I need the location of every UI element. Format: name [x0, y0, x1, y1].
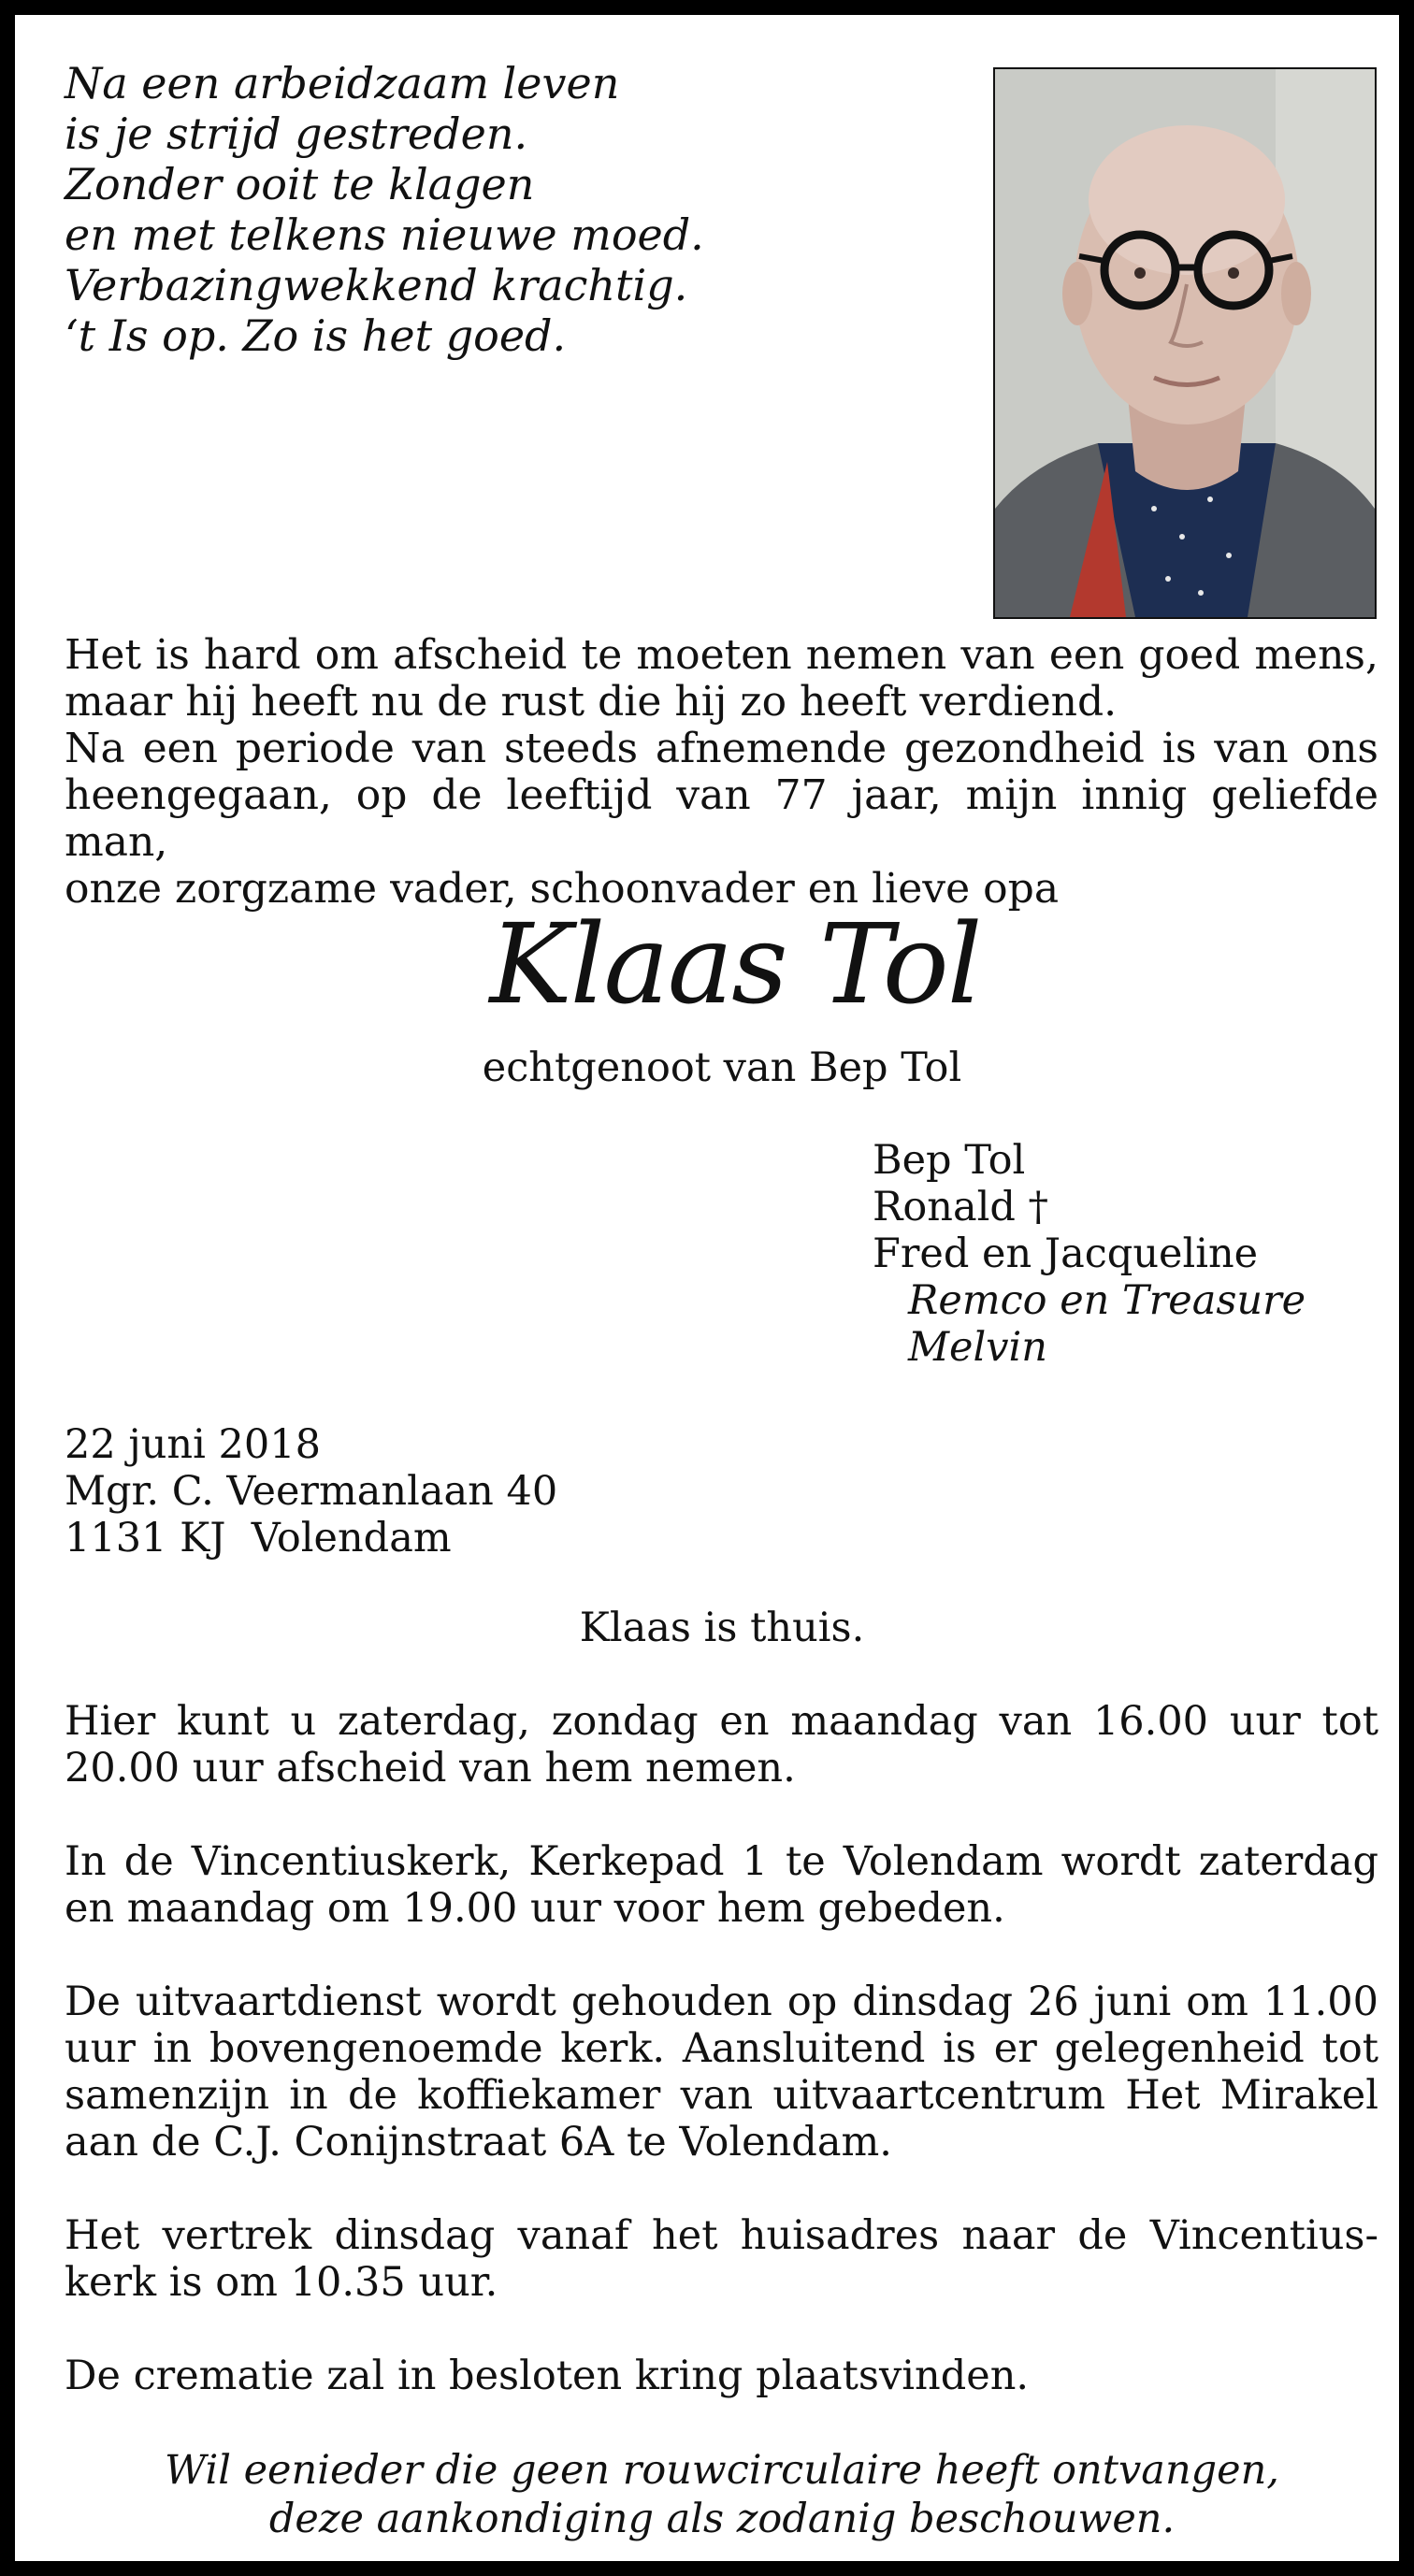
- portrait-illustration: [995, 69, 1375, 617]
- paragraph-funeral: [65, 1979, 1378, 2166]
- intro-line: heengegaan, op de leeftijd van 77 jaar, mijn innig geliefde man,: [65, 771, 1378, 866]
- family-member: Fred en Jacqueline: [873, 1230, 1259, 1277]
- family-member: Bep Tol: [873, 1137, 1026, 1184]
- street-line: Mgr. C. Veermanlaan 40: [65, 1468, 558, 1515]
- date-line: 22 juni 2018: [65, 1421, 321, 1468]
- closing-note: [15, 2446, 1414, 2543]
- poem-line: ‘t Is op. Zo is het goed.: [65, 310, 567, 361]
- poem-line: Zonder ooit te klagen: [65, 159, 535, 209]
- intro-line: onze zorgzame vader, schoonvader en lieve opa: [65, 865, 1060, 913]
- closing-line: Wil eenieder die geen rouwcirculaire heeft ontvangen,: [165, 2447, 1279, 2494]
- family-list: [873, 1137, 1396, 1371]
- poem-line: Verbazingwekkend krachtig.: [65, 260, 688, 310]
- poem: [65, 58, 981, 361]
- paragraph-cremation: [65, 2353, 1378, 2399]
- grandchild: Remco en Treasure: [908, 1277, 1306, 1324]
- body-line: uur in bovengenoemde kerk. Aansluitend is er gelegenheid tot: [65, 2025, 1378, 2072]
- poem-line: is je strijd gestreden.: [65, 108, 528, 159]
- body-line: Het vertrek dinsdag vanaf het huisadres naar de Vincentius-: [65, 2212, 1378, 2259]
- body-line: Hier kunt u zaterdag, zondag en maandag van 16.00 uur tot: [65, 1698, 1378, 1745]
- body-line: kerk is om 10.35 uur.: [65, 2259, 498, 2306]
- paragraph-visitation: [65, 1698, 1378, 1792]
- body-line: De uitvaartdienst wordt gehouden op dinsdag 26 juni om 11.00: [65, 1979, 1378, 2025]
- home-notice: Klaas is thuis.: [579, 1605, 865, 1651]
- intro-line: Na een periode van steeds afnemende gezondheid is van ons: [65, 725, 1378, 772]
- grandchild: Melvin: [908, 1324, 1047, 1371]
- body-line: aan de C.J. Conijnstraat 6A te Volendam.: [65, 2119, 892, 2166]
- body-line: samenzijn in de koffiekamer van uitvaartcentrum Het Mirakel: [65, 2072, 1378, 2119]
- body-line: 20.00 uur afscheid van hem nemen.: [65, 1745, 796, 1792]
- intro-line: maar hij heeft nu de rust die hij zo heeft verdiend.: [65, 678, 1118, 726]
- address-block: [65, 1421, 906, 1561]
- body-line: De crematie zal in besloten kring plaatsvinden.: [65, 2353, 1030, 2399]
- city-line: 1131 KJ Volendam: [65, 1515, 452, 1561]
- spouse-line: echtgenoot van Bep Tol: [482, 1044, 962, 1091]
- body-line: In de Vincentiuskerk, Kerkepad 1 te Volendam wordt zaterdag: [65, 1838, 1378, 1885]
- intro-text: [65, 632, 1378, 913]
- poem-line: en met telkens nieuwe moed.: [65, 209, 704, 260]
- service-details: [65, 1698, 1378, 2446]
- deceased-name: Klaas Tol: [489, 899, 981, 1029]
- body-line: en maandag om 19.00 uur voor hem gebeden.: [65, 1885, 1005, 1932]
- paragraph-prayer: [65, 1838, 1378, 1932]
- family-member: Ronald †: [873, 1184, 1049, 1230]
- closing-line: deze aankondiging als zodanig beschouwen.: [268, 2496, 1176, 2542]
- intro-line: Het is hard om afscheid te moeten nemen van een goed mens,: [65, 631, 1378, 679]
- paragraph-departure: [65, 2212, 1378, 2306]
- poem-line: Na een arbeidzaam leven: [65, 58, 620, 108]
- portrait-photo: [993, 67, 1377, 619]
